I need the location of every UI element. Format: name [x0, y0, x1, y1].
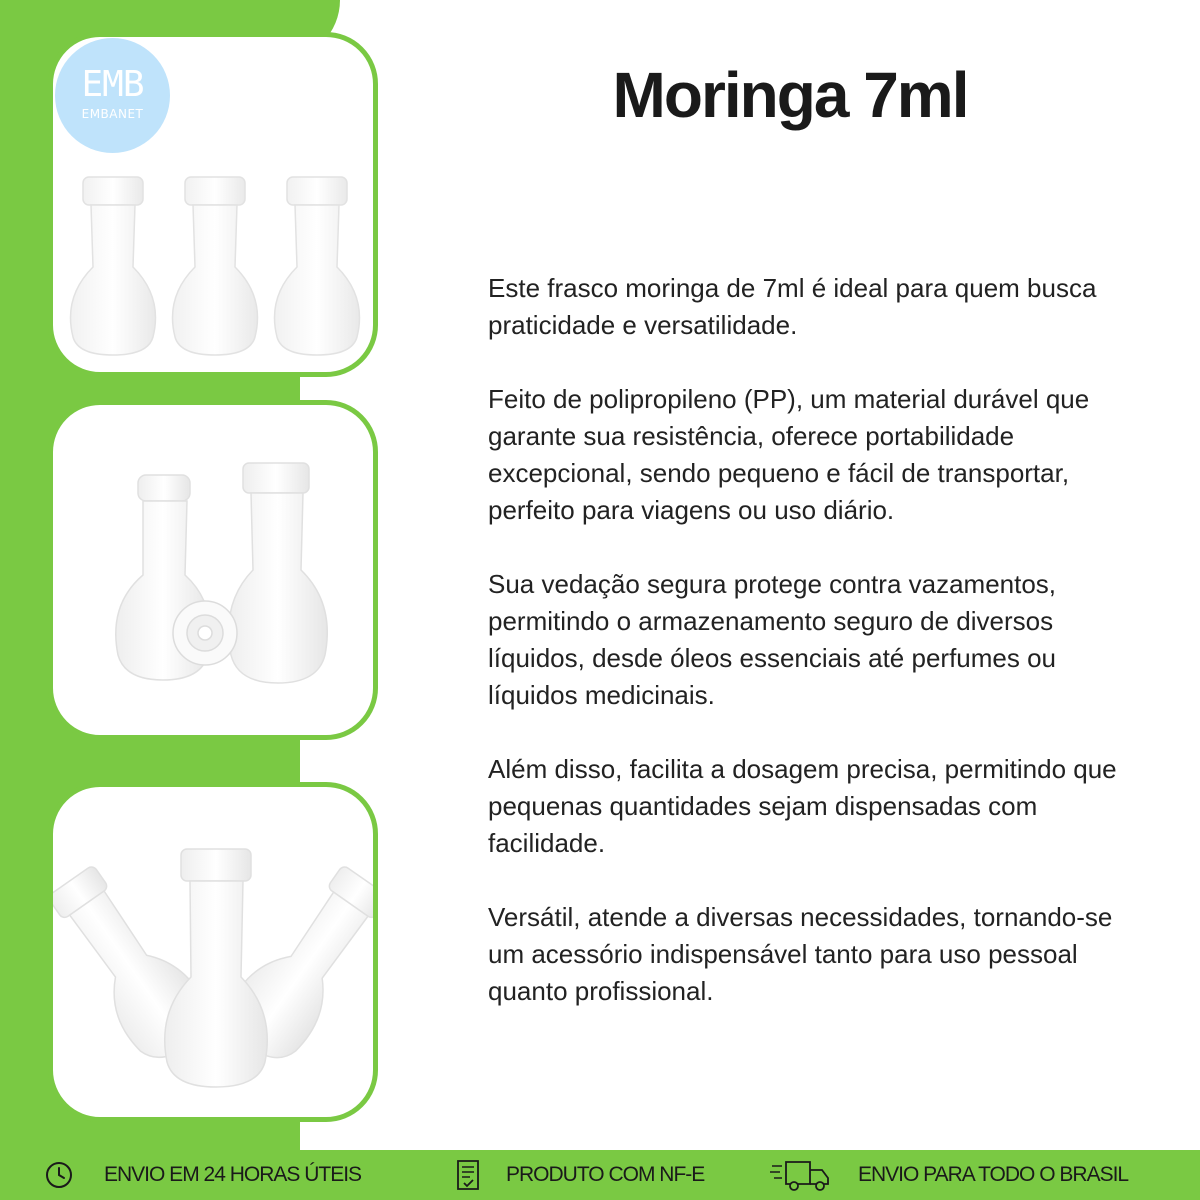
footer-bar [0, 1150, 1200, 1200]
description-paragraph: Versátil, atende a diversas necessidades, tornando-se um acessório indispensável tanto para uso pessoal quanto profissional. [488, 902, 1113, 1006]
description-paragraph: Este frasco moringa de 7ml é ideal para quem busca praticidade e versatilidade. [488, 273, 1097, 340]
bottle-icon [165, 849, 268, 1087]
clock-icon [44, 1160, 74, 1190]
description-paragraph: Sua vedação segura protege contra vazamentos, permitindo o armazenamento seguro de diversos líquidos, desde óleos essenciais até perfumes ou líquidos medicinais. [488, 569, 1057, 710]
logo-mark: EMB [81, 64, 144, 105]
bottles-fanned-image [53, 787, 378, 1122]
footer-item-shipping-time [44, 1150, 361, 1200]
footer-label: ENVIO PARA TODO O BRASIL [858, 1163, 1129, 1186]
description-paragraph: Além disso, facilita a dosagem precisa, permitindo que pequenas quantidades sejam dispensadas com facilidade. [488, 754, 1117, 858]
delivery-truck-icon [770, 1158, 832, 1192]
bottle-cap-icon [173, 601, 237, 665]
bottles-with-cap-image [53, 405, 378, 740]
product-image-panel-2 [48, 400, 378, 740]
bottle-icon [229, 463, 328, 683]
footer-label: PRODUTO COM NF-E [506, 1163, 705, 1186]
product-title: Moringa 7ml [612, 59, 968, 131]
product-description [488, 270, 1128, 1047]
product-image-panel-3 [48, 782, 378, 1122]
description-paragraph: Feito de polipropileno (PP), um material durável que garante sua resistência, oferece portabilidade excepcional, sendo pequeno e fácil de transportar, perfeito para viagens ou uso diário. [488, 384, 1090, 525]
footer-label: ENVIO EM 24 HORAS ÚTEIS [104, 1163, 362, 1186]
bottle-icon [275, 177, 360, 355]
embanet-logo [55, 38, 170, 153]
logo-subtitle: EMBANET [81, 107, 144, 121]
bottle-icon [173, 177, 258, 355]
invoice-icon [450, 1157, 486, 1193]
footer-item-nationwide [770, 1150, 1128, 1200]
footer-item-invoice [450, 1150, 704, 1200]
bottle-icon [71, 177, 156, 355]
